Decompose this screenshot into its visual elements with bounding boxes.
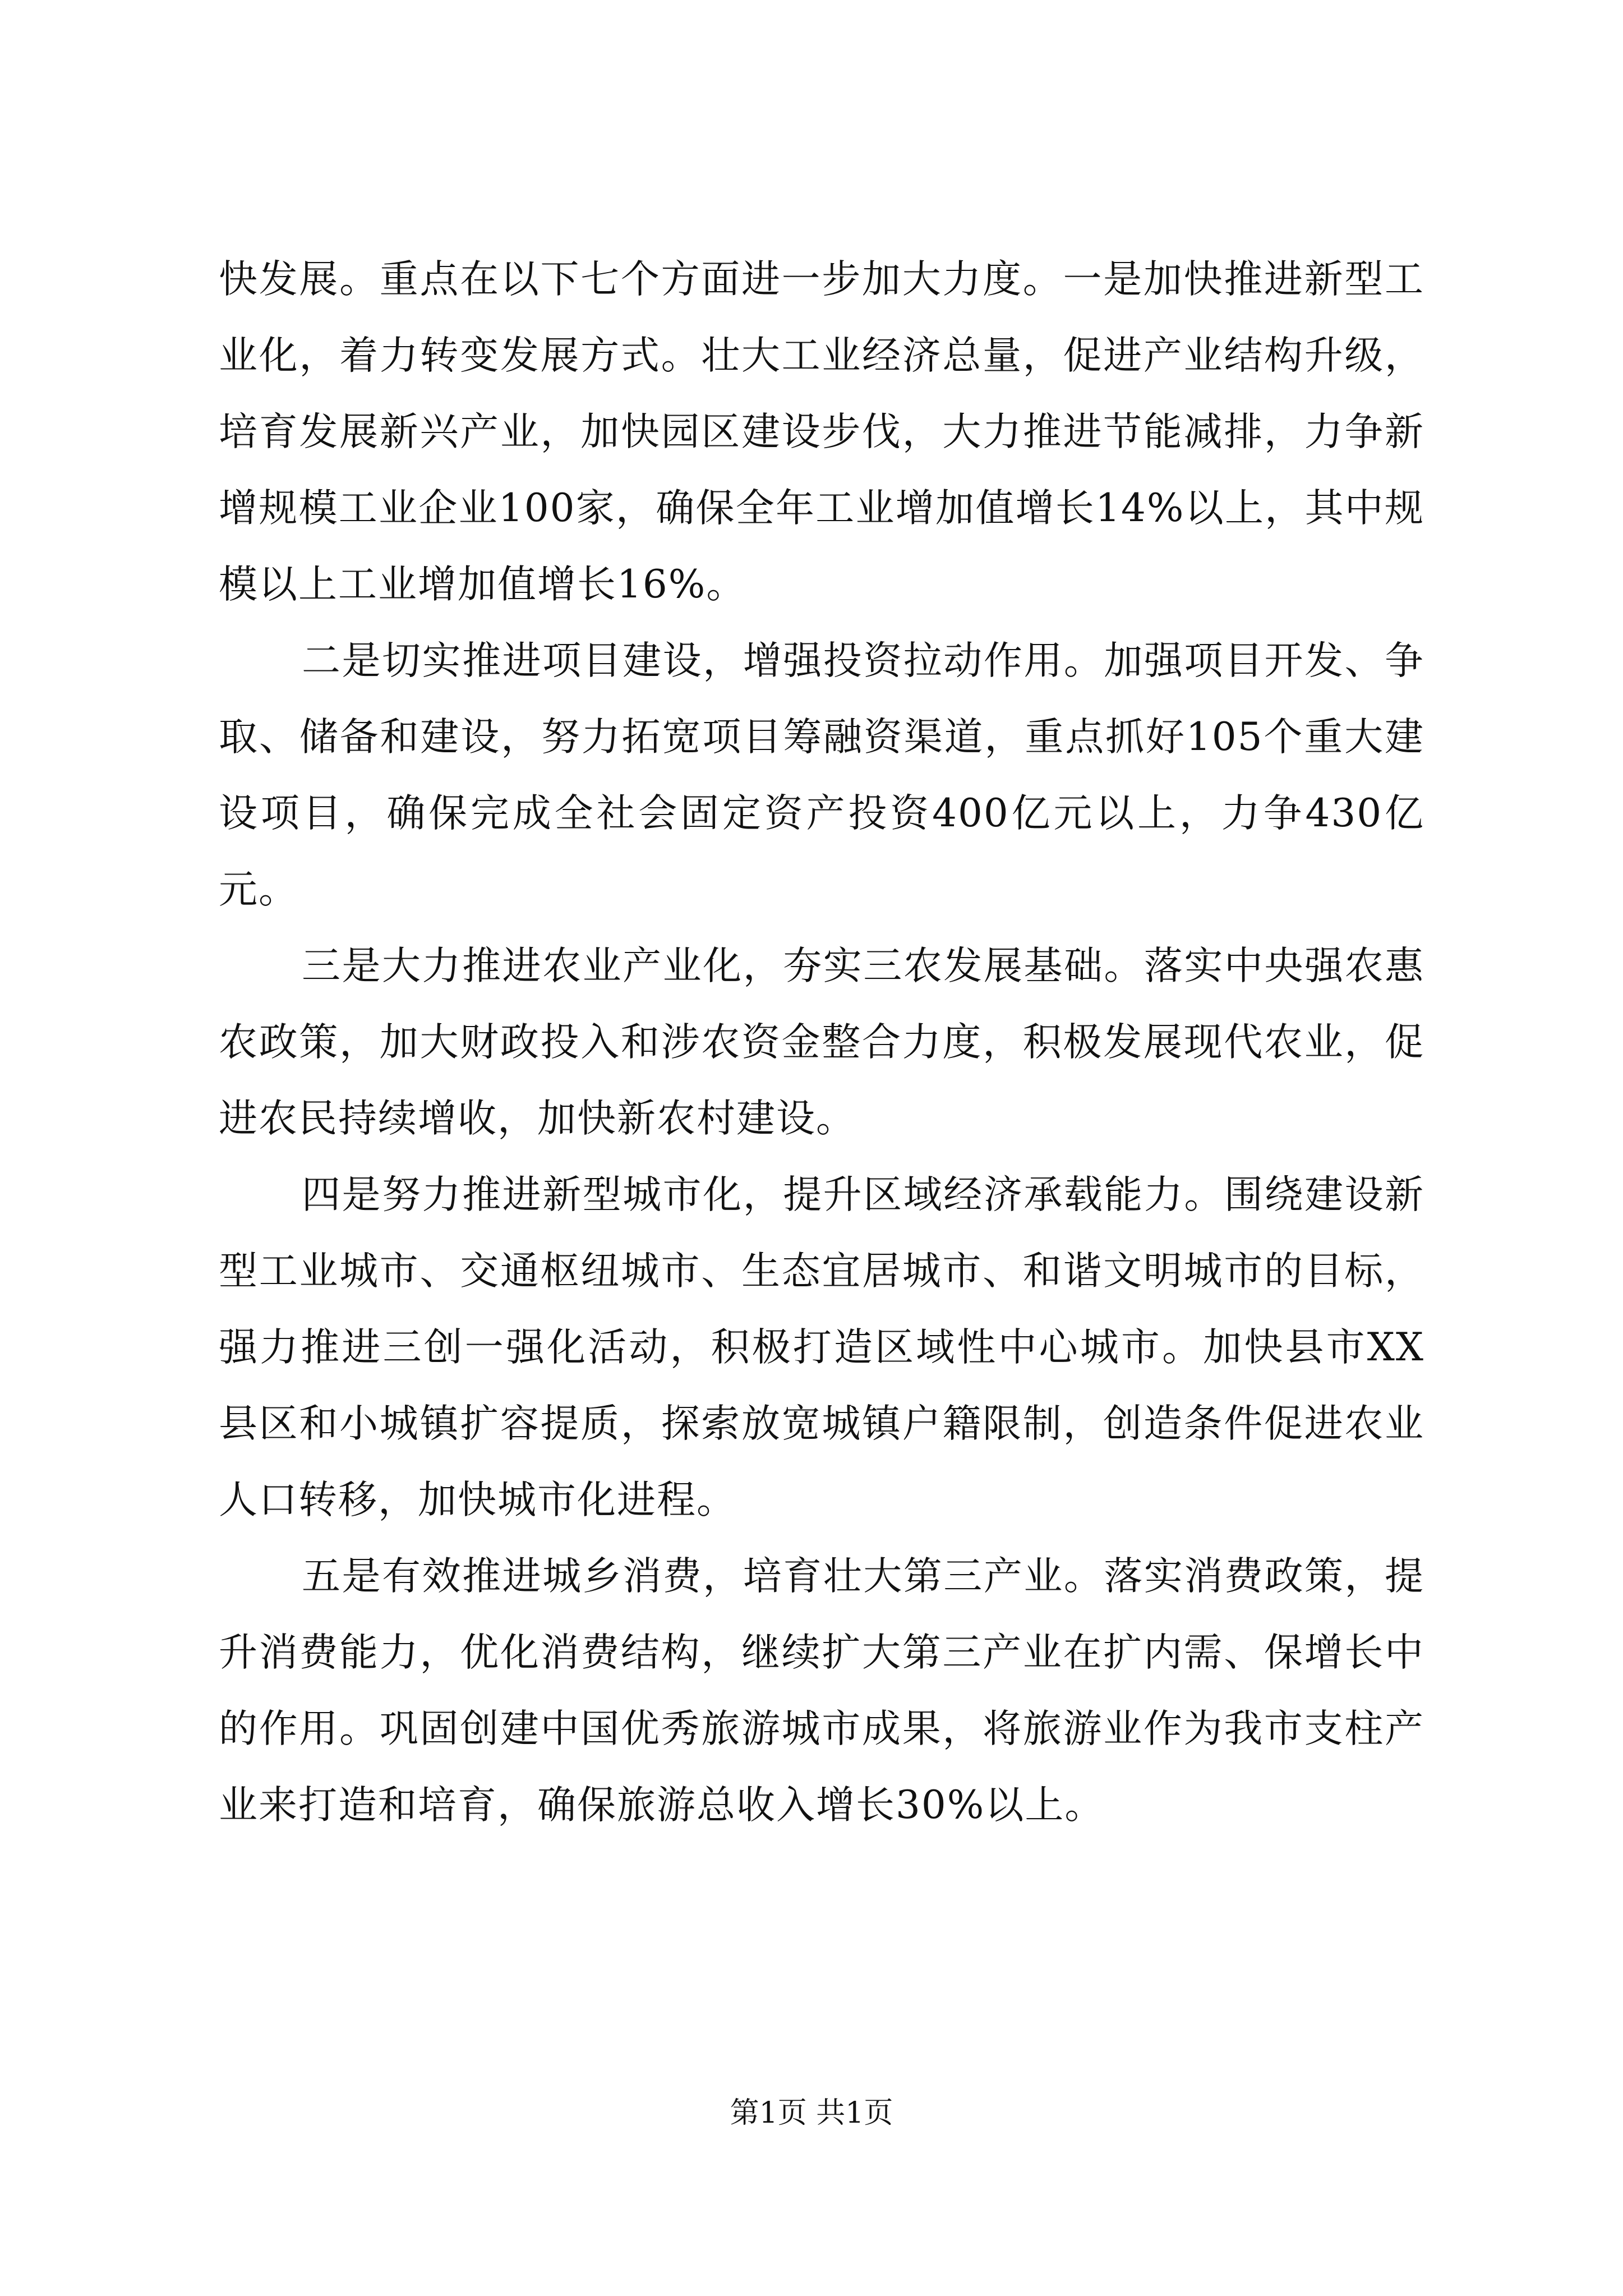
paragraph-urbanization: 四是努力推进新型城市化，提升区域经济承载能力。围绕建设新型工业城市、交通枢纽城市、生态宜居城市、和谐文明城市的目标，强力推进三创一强化活动，积极打造区域性中心城市。加快县市XX县区和小城镇扩容提质，探索放宽城镇户籍限制，创造条件促进农业人口转移，加快城市化进程。 [219, 1172, 1424, 1522]
paragraph-project-construction: 二是切实推进项目建设，增强投资拉动作用。加强项目开发、争取、储备和建设，努力拓宽项目筹融资渠道，重点抓好105个重大建设项目，确保完成全社会固定资产投资400亿元以上，力争430亿元。 [219, 638, 1424, 912]
paragraph-continuation: 快发展。重点在以下七个方面进一步加大力度。一是加快推进新型工业化，着力转变发展方式。壮大工业经济总量，促进产业结构升级，培育发展新兴产业，加快园区建设步伐，大力推进节能减排，力争新增规模工业企业100家，确保全年工业增加值增长14%以上，其中规模以上工业增加值增长16%。 [219, 257, 1424, 607]
page-footer: 第1页 共1页 [730, 2096, 893, 2130]
document-body [219, 241, 1424, 1843]
paragraph-consumption: 五是有效推进城乡消费，培育壮大第三产业。落实消费政策，提升消费能力，优化消费结构，继续扩大第三产业在扩内需、保增长中的作用。巩固创建中国优秀旅游城市成果，将旅游业作为我市支柱产业来打造和培育，确保旅游总收入增长30%以上。 [219, 1554, 1424, 1828]
paragraph-agriculture: 三是大力推进农业产业化，夯实三农发展基础。落实中央强农惠农政策，加大财政投入和涉农资金整合力度，积极发展现代农业，促进农民持续增收，加快新农村建设。 [219, 944, 1424, 1141]
